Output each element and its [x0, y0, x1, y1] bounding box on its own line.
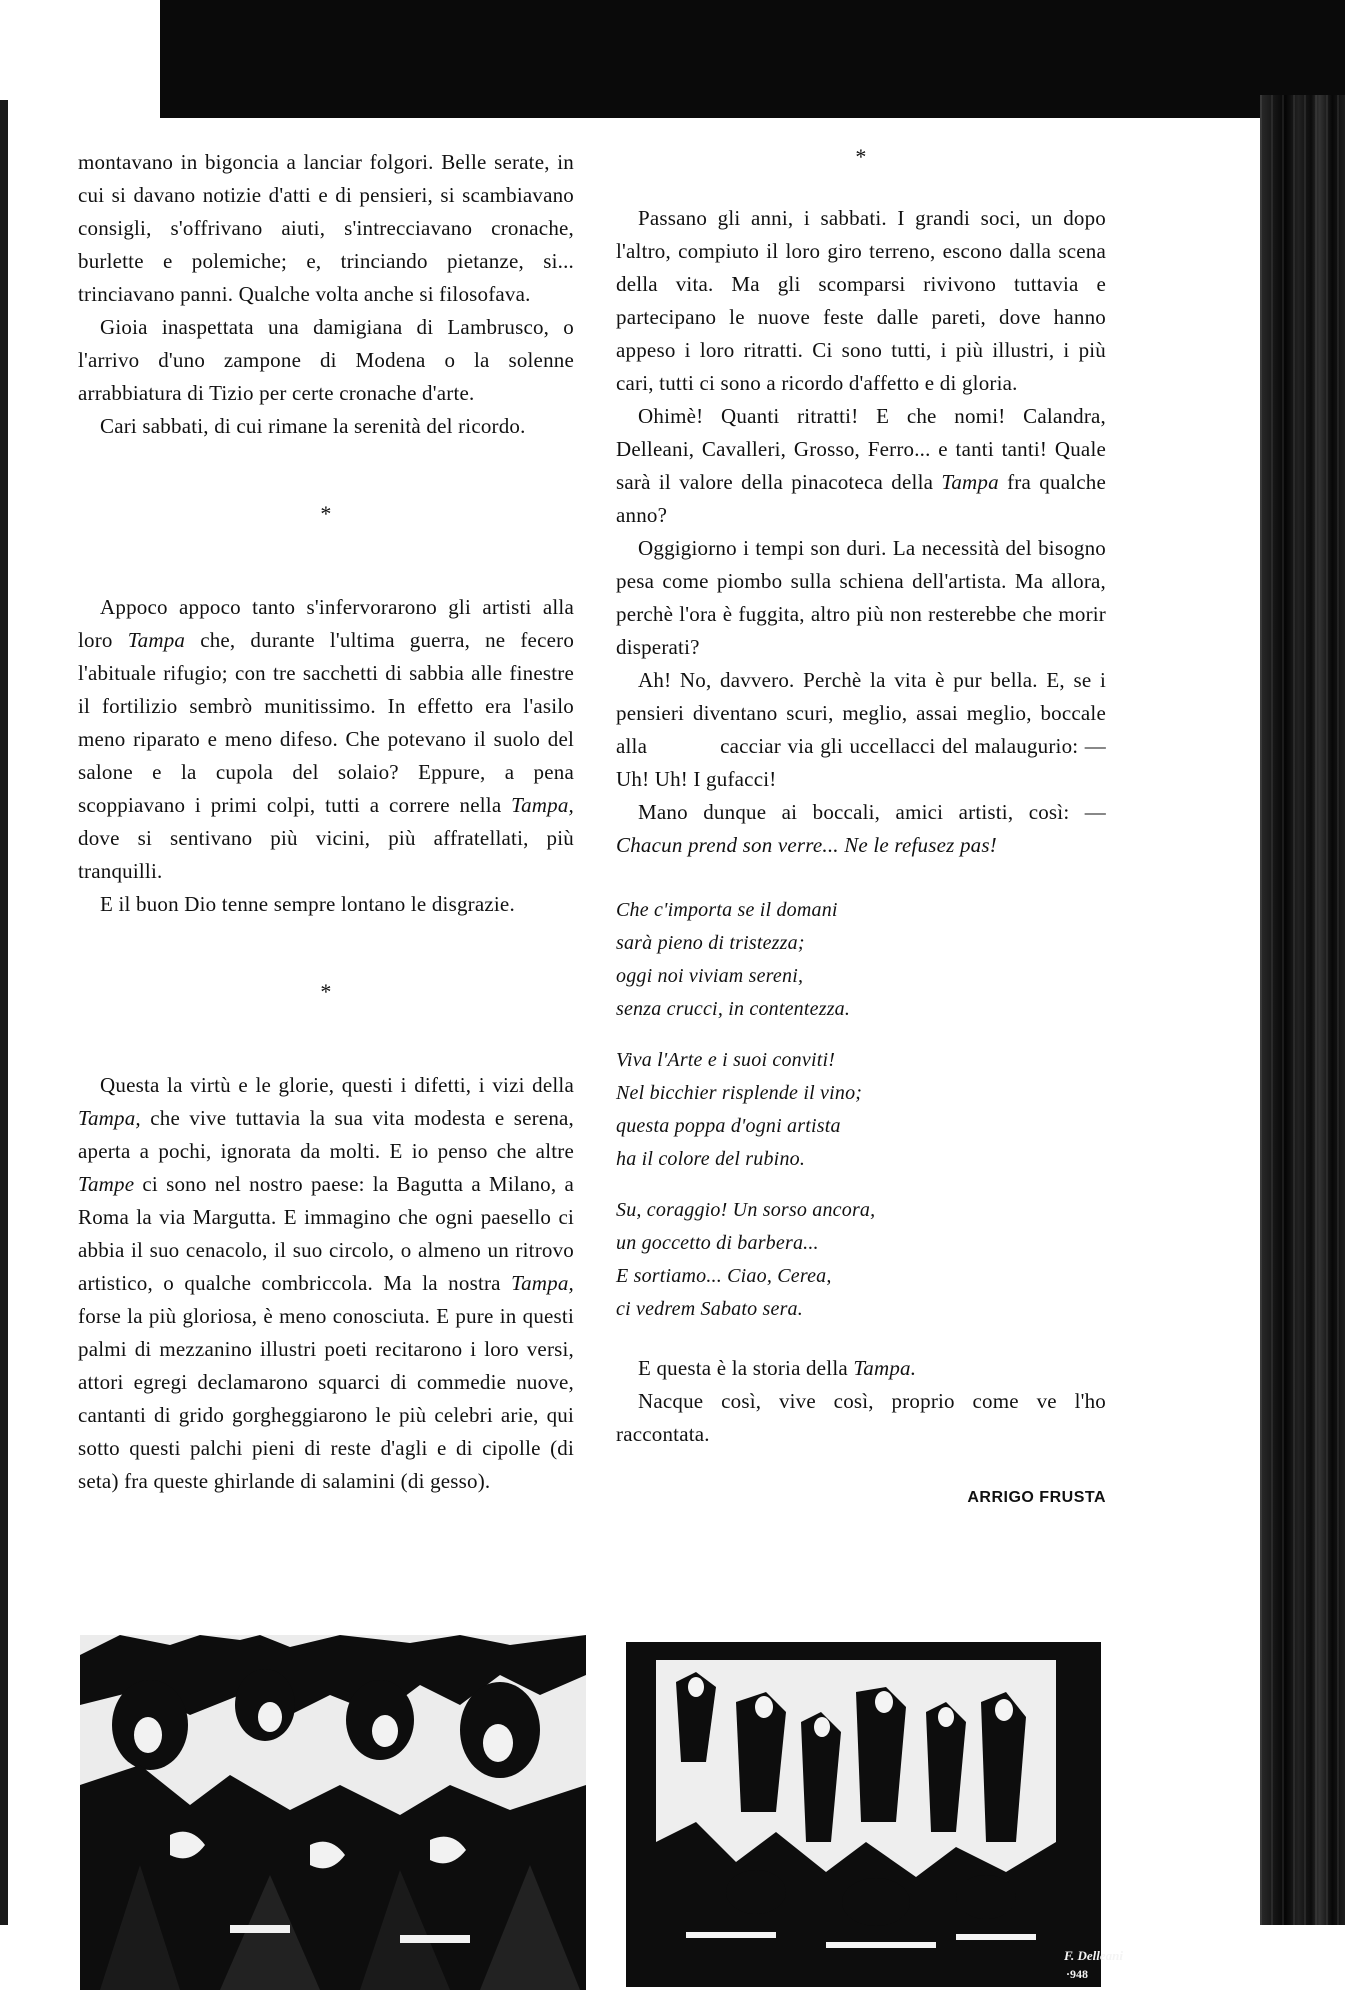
section-divider-star: * — [320, 979, 332, 1004]
section-divider-star: * — [320, 501, 332, 526]
poem-stanza — [616, 1044, 1106, 1176]
poem-line: Che c'importa se il domani — [616, 899, 838, 921]
paragraph: E il buon Dio tenne sempre lontano le disgrazie. — [100, 892, 515, 916]
paragraph: Questa la virtù e le glorie, questi i difetti, i vizi della Tampa, che vive tuttavia la sua vita modesta e serena, aperta a pochi, ignorata da molti. E io penso che altre Tampe ci sono nel nostro paese: la Bagutta a Milano, a Roma la via Margutta. E immagino che ogni paesello ci abbia il suo cenacolo, il suo circolo, o almeno un ritrovo artistico, o qualche combriccola. Ma la nostra Tampa, forse la più gloriosa, è meno conosciuta. E pure in questi palmi di mezzanino illustri poeti recitarono i loro versi, attori egregi declamarono squarci di commedie nuove, cantanti di grido gorgheggiarono le più celebri arie, qui sotto questi palchi pieni di reste d'agli e di cipolle (di seta) fra queste ghirlande di salamini (di gesso). — [78, 1073, 574, 1493]
tampa-italic: Tampa, — [511, 1271, 574, 1295]
paragraph: Cari sabbati, di cui rimane la serenità del ricordo. — [100, 414, 526, 438]
poem-line: un goccetto di barbera... — [616, 1232, 819, 1254]
paragraph: Passano gli anni, i sabbati. I grandi soci, un dopo l'altro, compiuto il loro giro terreno, escono dalla scena della vita. Ma gli scomparsi rivivono tuttavia e partecipano le nuove feste dalle pareti, dove hanno appeso i loro ritratti. Ci sono tutti, i più illustri, i più cari, tutti ci sono a ricordo d'affetto e di gloria. — [616, 206, 1106, 395]
paragraph: montavano in bigoncia a lanciar folgori. Belle serate, in cui si davano notizie d'atti e di pensieri, si scambiavano consigli, s'offrivano aiuti, s'intrecciavano cronache, burlette e polemiche; e, trinciando pietanze, si... trinciavano panni. Qualche volta anche si filosofava. — [78, 150, 574, 306]
poem-stanza — [616, 894, 1106, 1026]
paragraph: Ohimè! Quanti ritratti! E che nomi! Calandra, Delleani, Cavalleri, Grosso, Ferro... e tanti tanti! Quale sarà il valore della pinacoteca della Tampa fra qualche anno? — [616, 404, 1106, 527]
poem-line: questa poppa d'ogni artista — [616, 1115, 841, 1137]
poem-stanza — [616, 1194, 1106, 1326]
page-margin-top-left — [0, 0, 160, 100]
artist-year: ·948 — [1066, 1967, 1089, 1981]
poem-line: sarà pieno di tristezza; — [616, 932, 805, 954]
poem-line: E sortiamo... Ciao, Cerea, — [616, 1265, 832, 1287]
paragraph: Ah! No, davvero. Perchè la vita è pur bella. E, se i pensieri diventano scuri, meglio, assai meglio, boccale alla cacciar via gli uccellacci del malaugurio: — Uh! Uh! I gufacci! — [616, 668, 1106, 791]
tampa-italic: Tampe — [78, 1172, 135, 1196]
poem — [616, 894, 1106, 1326]
author-signature: ARRIGO FRUSTA — [967, 1489, 1106, 1506]
paragraph: Appoco appoco tanto s'infervorarono gli artisti alla loro Tampa che, durante l'ultima guerra, ne fecero l'abituale rifugio; con tre sacchetti di sabbia alle finestre il fortilizio sembrò munitissimo. In effetto era l'asilo meno riparato e meno difeso. Che potevano il suolo del salone e la cupola del solaio? Eppure, a pena scoppiavano i primi colpi, tutti a correre nella Tampa, dove si sentivano più vicini, più affratellati, più tranquilli. — [78, 595, 575, 883]
paragraph: E questa è la storia della Tampa. — [638, 1356, 917, 1380]
poem-line: ha il colore del rubino. — [616, 1148, 806, 1170]
tampa-italic: Tampa, — [78, 1106, 141, 1130]
illustration-sketch — [80, 1635, 586, 1990]
tampa-italic: Tampa — [941, 470, 999, 494]
poem-line: Su, coraggio! Un sorso ancora, — [616, 1199, 876, 1221]
right-column — [616, 146, 1106, 1514]
illustration-tavern-right — [626, 1642, 1123, 1987]
artist-signature: F. Delleani — [1064, 1948, 1123, 1963]
poem-line: Nel bicchier risplende il vino; — [616, 1082, 863, 1104]
scan-top-shadow — [160, 0, 1345, 118]
book-page-edges — [1260, 95, 1345, 1925]
poem-line: Viva l'Arte e i suoi conviti! — [616, 1049, 836, 1071]
paragraph: Nacque così, vive così, proprio come ve l'ho raccontata. — [616, 1389, 1106, 1446]
tampa-italic: Tampa, — [511, 793, 574, 817]
paragraph: Oggigiorno i tempi son duri. La necessità del bisogno pesa come piombo sulla schiena dell'artista. Ma allora, perchè l'ora è fuggita, altro più non resterebbe che morir disperati? — [616, 536, 1106, 659]
tampa-italic: Tampa. — [853, 1356, 917, 1380]
french-toast: Chacun prend son verre... Ne le refusez pas! — [616, 833, 997, 857]
illustration-crowd-left — [80, 1635, 586, 1990]
illustration-sketch — [626, 1642, 1123, 1987]
poem-line: oggi noi viviam sereni, — [616, 965, 804, 987]
section-divider-star: * — [855, 144, 867, 169]
poem-line: ci vedrem Sabato sera. — [616, 1298, 803, 1320]
scan-left-edge — [0, 100, 8, 1925]
poem-line: senza crucci, in contentezza. — [616, 998, 851, 1020]
paragraph: Gioia inaspettata una damigiana di Lambrusco, o l'arrivo d'uno zampone di Modena o la solenne arrabbiatura di Tizio per certe cronache d'arte. — [78, 315, 574, 405]
magazine-page — [8, 118, 1260, 1981]
paragraph: Mano dunque ai boccali, amici artisti, così: — Chacun prend son verre... Ne le refusez pas! — [616, 800, 1106, 857]
left-column — [78, 146, 574, 1498]
tampa-italic: Tampa — [127, 628, 186, 652]
